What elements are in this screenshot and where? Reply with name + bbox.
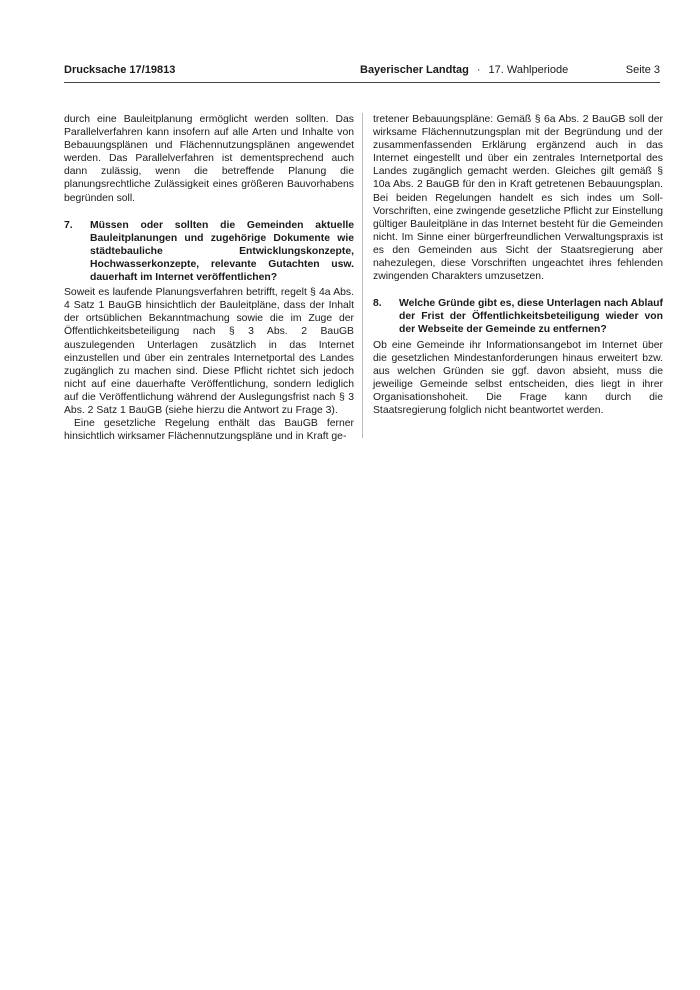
question-7-text: Müssen oder sollten die Gemeinden aktuelle Bauleitplanungen und zugehörige Dokumente wie städtebauliche Entwicklungskonzepte, Hochwasserkonzepte, relevante Gutachten usw. dauerhaft im Internet veröffentlichen? [90, 219, 354, 284]
question-7 [64, 219, 354, 284]
page-number: Seite 3 [625, 64, 660, 76]
document-number: Drucksache 17/19813 [64, 64, 176, 76]
question-8-number: 8. [373, 298, 382, 310]
right-column [373, 113, 663, 417]
institution-name: Bayerischer Landtag [360, 64, 469, 76]
column-divider [362, 113, 363, 438]
question-8 [373, 297, 663, 336]
intro-paragraph: durch eine Bauleitplanung ermöglicht werden sollten. Das Parallelverfahren kann insofern auf alle Arten und Inhalte von Bebauungsplänen und Flächennutzungsplänen angewendet werden. Das Parallelverfahren ist dementsprechend auch dann zulässig, wenn die betreffende Planung die planungsrechtliche Zulässigkeit eines größeren Bauvorhabens begründen soll. [64, 114, 354, 204]
page-header [64, 64, 660, 80]
header-separator: · [476, 64, 481, 76]
answer-7-continuation: tretener Bebauungspläne: Gemäß § 6a Abs. 2 BauGB soll der wirksame Flächennutzungsplan mit der Begründung und der zusammenfassenden Erklärung ergänzend auch in das Internet eingestellt und über ein zentrales Internetportal des Landes zugänglich gemacht werden. Gleiches gilt gemäß § 10a Abs. 2 BauGB für den in Kraft getretenen Bebauungsplan. Bei beiden Regelungen handelt es sich indes um Soll-Vorschriften, eine zwingende gesetzliche Pflicht zur Einstellung gültiger Bauleitpläne in das Internet besteht für die Gemeinden nicht. Im Sinne einer bürgerfreundlichen Verwaltungspraxis ist es den Gemeinden aus Sicht der Staatsregierung aber nahezulegen, diese Vorschriften ungeachtet ihres fehlenden zwingenden Charakters umzusetzen. [373, 114, 663, 283]
left-column [64, 113, 354, 443]
legislative-period: 17. Wahlperiode [488, 64, 569, 76]
header-rule [64, 82, 660, 83]
answer-8-paragraph: Ob eine Gemeinde ihr Informationsangebot im Internet über die gesetzlichen Mindestanforderungen hinaus erweitert bzw. aus welchen Gründen sie ggf. davon absieht, muss die jeweilige Gemeinde selbst entscheiden, dies liegt in ihrer Organisationshoheit. Die Frage kann durch die Staatsregierung folglich nicht beantwortet werden. [373, 339, 663, 416]
header-center [360, 64, 568, 76]
answer-7-paragraph-1: Soweit es laufende Planungsverfahren betrifft, regelt § 4a Abs. 4 Satz 1 BauGB hinsichtlich der Bauleitpläne, dass der Inhalt der ortsüblichen Bekanntmachung sowie die im Zuge der Öffentlichkeitsbeteiligung nach § 3 Abs. 2 BauGB auszulegenden Unterlagen zusätzlich in das Internet einzustellen und über ein zentrales Internetportal des Landes zugänglich zu machen sind. Diese Pflicht richtet sich jedoch nicht auf eine dauerhafte Veröffentlichung, sondern lediglich auf die Veröffentlichung während der Auslegungsfrist nach § 3 Abs. 2 Satz 1 BauGB (siehe hierzu die Antwort zu Frage 3). [64, 287, 354, 416]
answer-7-paragraph-2: Eine gesetzliche Regelung enthält das BauGB ferner hinsichtlich wirksamer Flächennutzungspläne und in Kraft ge- [64, 418, 354, 443]
question-7-number: 7. [64, 219, 73, 231]
question-8-text: Welche Gründe gibt es, diese Unterlagen nach Ablauf der Frist der Öffentlichkeitsbeteiligung wieder von der Webseite der Gemeinde zu entfernen? [399, 298, 663, 336]
